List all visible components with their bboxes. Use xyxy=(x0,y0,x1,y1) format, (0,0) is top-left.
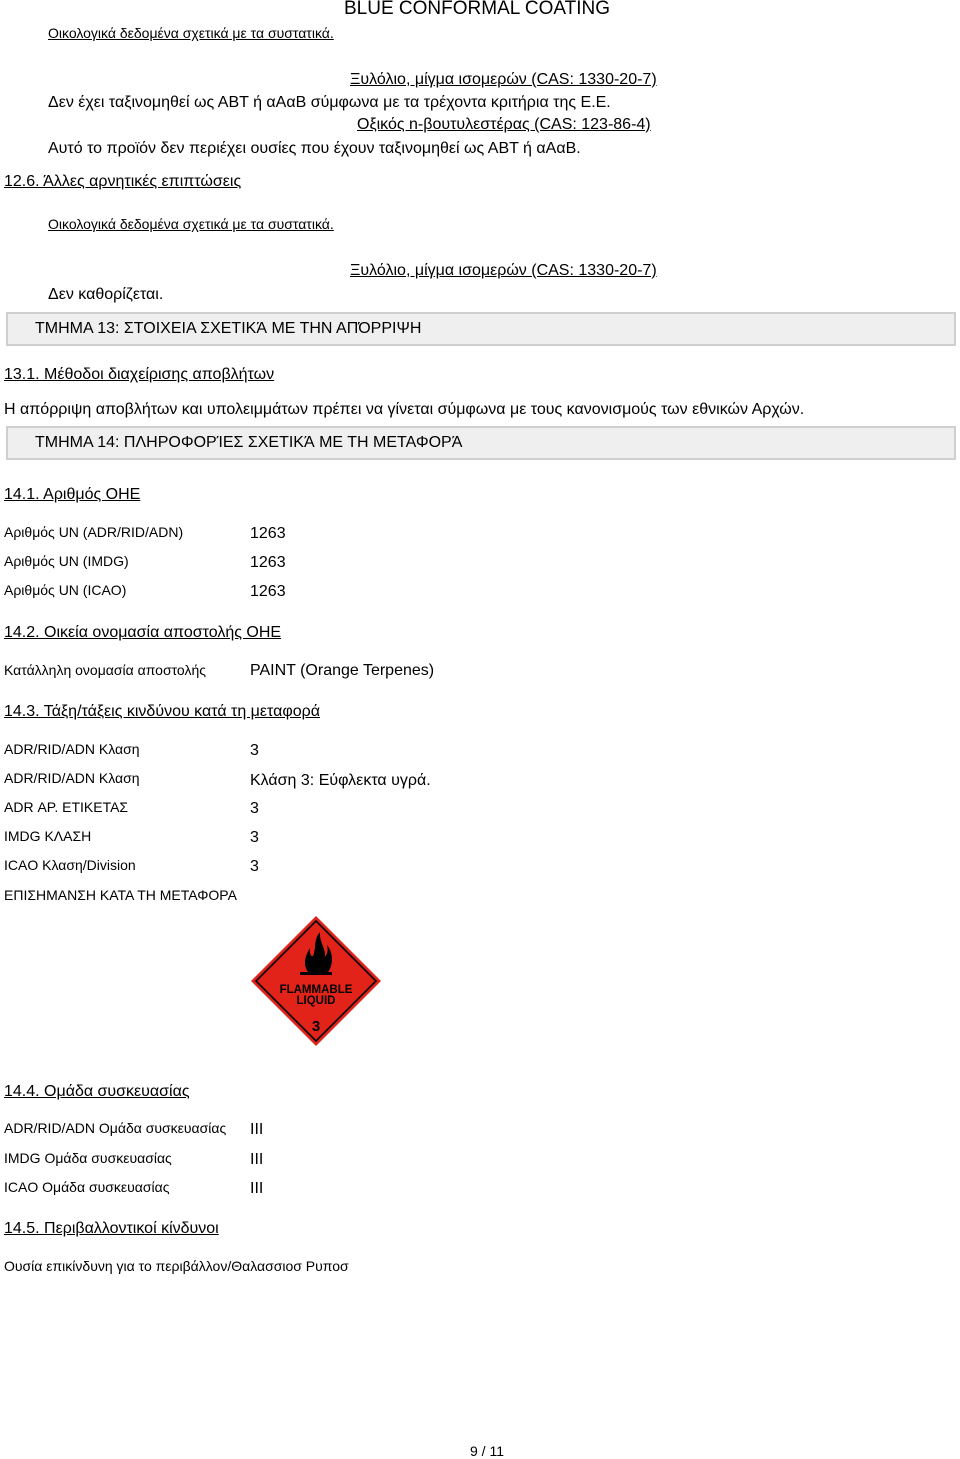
transport-label-heading: ΕΠΙΣΗΜΑΝΣΗ ΚΑΤΑ ΤΗ ΜΕΤΑΦΟΡΑ xyxy=(4,887,237,903)
un-row-value: 1263 xyxy=(250,554,286,571)
placard-graphic xyxy=(250,915,382,1047)
placard-class-number: 3 xyxy=(311,1018,321,1035)
class-row-value: Κλάση 3: Εύφλεκτα υγρά. xyxy=(250,772,431,789)
class-row-label: ICAO Κλαση/Division xyxy=(4,857,136,873)
page-number: 9 / 11 xyxy=(470,1443,504,1459)
un-row-label: Αριθμός UN (ADR/RID/ADN) xyxy=(4,524,184,540)
class-row-value: 3 xyxy=(250,742,259,759)
class-row-value: 3 xyxy=(250,800,259,817)
un-row-value: 1263 xyxy=(250,583,286,600)
substance-xylene: Ξυλόλιο, μίγμα ισομερών (CAS: 1330-20-7) xyxy=(350,71,657,88)
pack-row-label: ADR/RID/ADN Ομάδα συσκευασίας xyxy=(4,1120,227,1136)
shipping-name-value: PAINT (Orange Terpenes) xyxy=(250,662,435,679)
un-row-label: Αριθμός UN (IMDG) xyxy=(4,553,129,569)
section-14-banner xyxy=(6,426,956,460)
pack-row-label: ICAO Ομάδα συσκευασίας xyxy=(4,1179,170,1195)
un-row-label: Αριθμός UN (ICAO) xyxy=(4,582,127,598)
placard-line-1: FLAMMABLE xyxy=(279,984,353,996)
heading-13-1: 13.1. Μέθοδοι διαχείρισης αποβλήτων xyxy=(4,366,275,383)
placard-line-2: LIQUID xyxy=(296,995,336,1007)
not-determined-text: Δεν καθορίζεται. xyxy=(48,286,164,303)
pbt-text: Δεν έχει ταξινομηθεί ως ΑΒΤ ή αΑαΒ σύμφωνα με τα τρέχοντα κριτήρια της Ε.Ε. xyxy=(48,94,611,111)
shipping-name-label: Κατάλληλη ονομασία αποστολής xyxy=(4,662,206,678)
heading-14-3: 14.3. Τάξη/τάξεις κινδύνου κατά τη μεταφορά xyxy=(4,703,320,720)
class-row-value: 3 xyxy=(250,858,259,875)
class-row-label: ADR/RID/ADN Κλαση xyxy=(4,741,140,757)
heading-14-2: 14.2. Οικεία ονομασία αποστολής ΟΗΕ xyxy=(4,624,282,641)
product-name: BLUE CONFORMAL COATING xyxy=(344,0,611,19)
class-row-value: 3 xyxy=(250,829,259,846)
class-row-label: ADR/RID/ADN Κλαση xyxy=(4,770,140,786)
class-row-label: ADR ΑΡ. ΕΤΙΚΕΤΑΣ xyxy=(4,799,129,815)
flammable-liquid-placard xyxy=(250,915,382,1047)
heading-14-1: 14.1. Αριθμός ΟΗΕ xyxy=(4,486,141,503)
eco-data-link-2[interactable]: Οικολογικά δεδομένα σχετικά με τα συστατικά. xyxy=(48,216,334,232)
un-row-value: 1263 xyxy=(250,525,286,542)
substance-butyl-acetate: Οξικός n-βουτυλεστέρας (CAS: 123-86-4) xyxy=(357,116,651,133)
waste-text: Η απόρριψη αποβλήτων και υπολειμμάτων πρέπει να γίνεται σύμφωνα με τους κανονισμούς των εθνικών Αρχών. xyxy=(4,401,805,418)
heading-14-5: 14.5. Περιβαλλοντικοί κίνδυνοι xyxy=(4,1220,219,1237)
pack-row-value: III xyxy=(250,1121,264,1138)
section-14-title: ΤΜΗΜΑ 14: ΠΛΗΡΟΦΟΡΊΕΣ ΣΧΕΤΙΚΆ ΜΕ ΤΗ ΜΕΤΑΦΟΡΆ xyxy=(35,434,463,451)
pbt-text-2: Αυτό το προϊόν δεν περιέχει ουσίες που έχουν ταξινομηθεί ως ΑΒΤ ή αΑαΒ. xyxy=(48,140,581,157)
section-13-banner xyxy=(6,312,956,346)
pack-row-label: IMDG Ομάδα συσκευασίας xyxy=(4,1150,172,1166)
heading-14-4: 14.4. Ομάδα συσκευασίας xyxy=(4,1083,190,1100)
section-13-title: ΤΜΗΜΑ 13: ΣΤΟΙΧΕΙΑ ΣΧΕΤΙΚΆ ΜΕ ΤΗΝ ΑΠΌΡΡΙΨΗ xyxy=(35,320,422,337)
pack-row-value: III xyxy=(250,1180,264,1197)
env-hazard-text: Ουσία επικίνδυνη για το περιβάλλον/Θαλασσιοσ Ρυποσ xyxy=(4,1258,349,1274)
class-row-label: IMDG ΚΛΑΣΗ xyxy=(4,828,92,844)
pack-row-value: III xyxy=(250,1151,264,1168)
heading-12-6: 12.6. Άλλες αρνητικές επιπτώσεις xyxy=(4,173,242,190)
substance-xylene-2: Ξυλόλιο, μίγμα ισομερών (CAS: 1330-20-7) xyxy=(350,262,657,279)
eco-data-link[interactable]: Οικολογικά δεδομένα σχετικά με τα συστατικά. xyxy=(48,25,334,41)
